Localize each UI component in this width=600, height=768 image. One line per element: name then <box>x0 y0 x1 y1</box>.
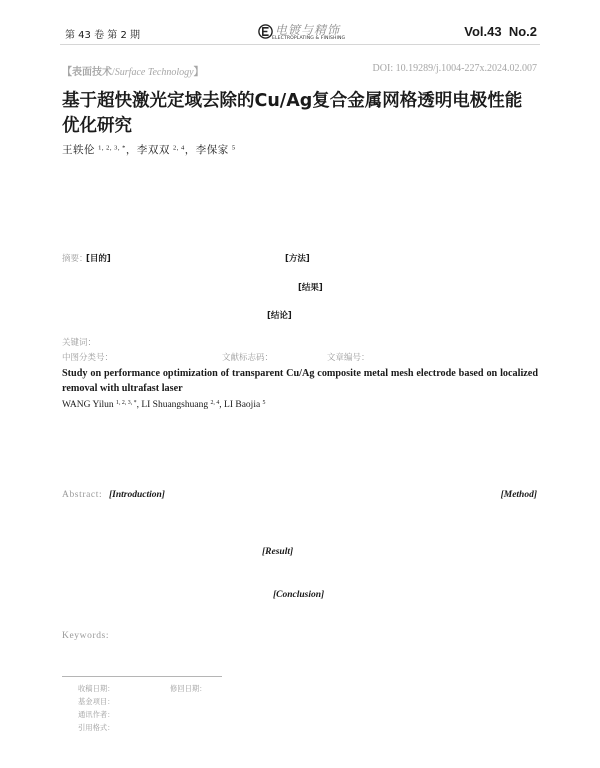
title-cn <box>62 89 542 139</box>
document-code-label: 文献标志码： <box>222 353 274 363</box>
journal-logo-icon <box>258 24 273 39</box>
author-separator: ， <box>125 145 137 156</box>
author-affiliation: 5 <box>262 399 266 406</box>
footnote-fund: 基金项目： <box>78 697 115 706</box>
author-separator: , <box>219 400 225 410</box>
footnote-divider <box>62 676 222 677</box>
keywords-en-label: Keywords: <box>62 631 110 641</box>
authors-cn <box>62 142 236 157</box>
authors-en <box>62 400 265 410</box>
author-name: WANG Yilun <box>62 400 114 410</box>
author-separator: ， <box>184 145 196 156</box>
title-en: Study on performance optimization of transparent Cu/Ag composite metal mesh electrode based on localized removal with ultrafast laser <box>62 368 538 394</box>
abstract-cn-purpose: [目的] <box>86 254 111 264</box>
author-affiliation: 5 <box>231 144 236 152</box>
abstract-cn-conclusion: [结论] <box>267 311 292 321</box>
author-name: LI Shuangshuang <box>141 400 209 410</box>
abstract-en-method: [Method] <box>500 490 537 500</box>
author-name: LI Baojia <box>224 400 261 410</box>
logo-english-wordmark: ELECTROPLATING & FINISHING <box>272 36 346 41</box>
author-name: 李保家 <box>195 145 229 156</box>
title-cn-line-1: 基于超快激光定域去除的Cu/Ag复合金属网格透明电极性能 <box>62 91 523 111</box>
author-separator: , <box>136 400 142 410</box>
journal-logo <box>258 21 346 45</box>
issue-en: Vol.43 No.2 <box>464 24 537 39</box>
abstract-cn-method: [方法] <box>285 254 310 264</box>
issue-cn: 第 43 卷 第 2 期 <box>65 30 140 41</box>
doi: DOI: 10.19289/j.1004-227x.2024.02.007 <box>372 63 537 74</box>
footnote-corresponding-author: 通讯作者： <box>78 710 115 719</box>
abstract-en-result: [Result] <box>262 547 294 557</box>
author-affiliation: 2, 4 <box>210 399 220 406</box>
header-divider <box>60 44 540 45</box>
column-label-close: 】 <box>193 67 204 78</box>
title-cn-line-2: 优化研究 <box>62 116 132 136</box>
author-affiliation: 1, 2, 3, * <box>98 144 126 152</box>
article-number-label: 文章编号： <box>327 353 370 363</box>
clc-number-label: 中图分类号： <box>62 353 114 363</box>
author-affiliation: 1, 2, 3, * <box>116 399 137 406</box>
column-label-cn: 【表面技术 <box>62 67 112 78</box>
author-name: 李双双 <box>136 145 170 156</box>
abstract-en-label: Abstract: <box>62 490 103 500</box>
author-affiliation: 2, 4 <box>173 144 185 152</box>
author-name: 王轶伦 <box>62 145 95 156</box>
column-label-en: Surface Technology <box>114 67 194 78</box>
abstract-en-introduction: [Introduction] <box>109 490 165 500</box>
footnote-revised-date: 修回日期： <box>170 684 207 693</box>
footnote-received-date: 收稿日期： <box>78 684 115 693</box>
abstract-cn-label: 摘要： <box>62 254 88 264</box>
keywords-cn-label: 关键词： <box>62 338 97 348</box>
abstract-cn-result: [结果] <box>298 283 323 293</box>
logo-chinese-wordmark: 电镀与精饰 <box>275 23 341 37</box>
footnote-citation: 引用格式： <box>78 723 115 732</box>
abstract-en-conclusion: [Conclusion] <box>273 590 325 600</box>
column-label <box>62 63 204 78</box>
column-label-sep: / <box>112 67 115 78</box>
